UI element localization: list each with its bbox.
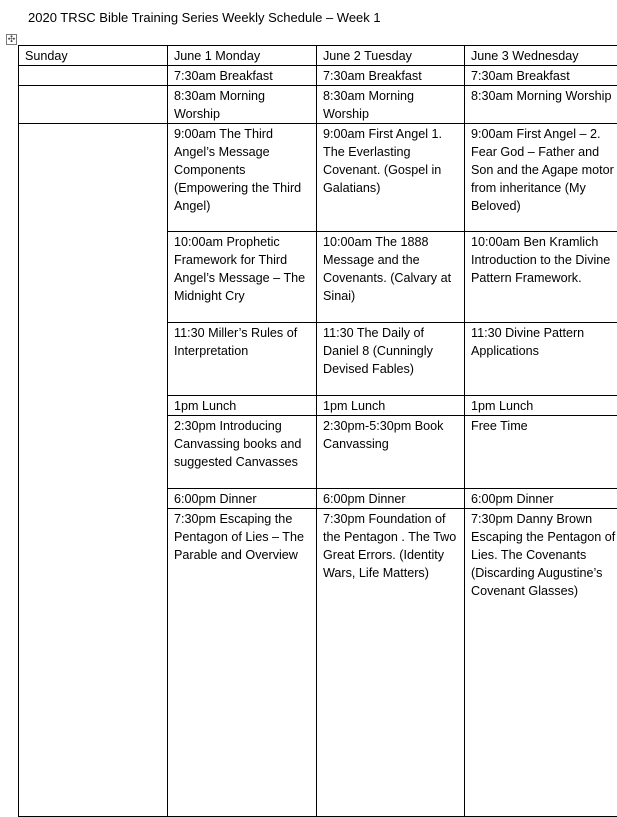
table-cell: 1pm Lunch: [168, 396, 317, 416]
table-cell: [19, 124, 168, 817]
table-cell: 1pm Lunch: [317, 396, 465, 416]
table-cell: 7:30pm Foundation of the Pentagon . The Two Great Errors. (Identity Wars, Life Matters): [317, 509, 465, 817]
table-cell: 9:00am First Angel – 2. Fear God – Father and Son and the Agape motor from inheritance (My Beloved): [465, 124, 617, 232]
table-cell: 7:30pm Escaping the Pentagon of Lies – The Parable and Overview: [168, 509, 317, 817]
table-cell: 7:30am Breakfast: [168, 66, 317, 86]
table-cell: 8:30am Morning Worship: [317, 86, 465, 124]
header-cell-sunday: Sunday: [19, 46, 168, 66]
table-cell: [19, 86, 168, 124]
table-cell: 8:30am Morning Worship: [168, 86, 317, 124]
table-row: [19, 124, 617, 232]
header-row: [19, 46, 617, 66]
table-cell: 11:30 The Daily of Daniel 8 (Cunningly Devised Fables): [317, 323, 465, 396]
table-cell: 11:30 Divine Pattern Applications: [465, 323, 617, 396]
table-cell: 7:30pm Danny Brown Escaping the Pentagon of Lies. The Covenants (Discarding Augustine’s Covenant Glasses): [465, 509, 617, 817]
page-title: 2020 TRSC Bible Training Series Weekly Schedule – Week 1: [28, 10, 381, 25]
table-cell: 10:00am Ben Kramlich Introduction to the Divine Pattern Framework.: [465, 232, 617, 323]
table-cell: 7:30am Breakfast: [465, 66, 617, 86]
table-cell: 11:30 Miller’s Rules of Interpretation: [168, 323, 317, 396]
table-cell: 9:00am First Angel 1. The Everlasting Covenant. (Gospel in Galatians): [317, 124, 465, 232]
header-cell-tuesday: June 2 Tuesday: [317, 46, 465, 66]
table-move-handle-icon[interactable]: ✣: [6, 34, 17, 45]
header-cell-wednesday: June 3 Wednesday: [465, 46, 617, 66]
table-cell: 10:00am The 1888 Message and the Covenants. (Calvary at Sinai): [317, 232, 465, 323]
table-cell: 10:00am Prophetic Framework for Third Angel’s Message – The Midnight Cry: [168, 232, 317, 323]
table-row: [19, 66, 617, 86]
table-cell: 7:30am Breakfast: [317, 66, 465, 86]
table-cell: 2:30pm Introducing Canvassing books and suggested Canvasses: [168, 416, 317, 489]
table-row: [19, 86, 617, 124]
table-cell: 8:30am Morning Worship: [465, 86, 617, 124]
table-cell: 6:00pm Dinner: [465, 489, 617, 509]
table-cell: 9:00am The Third Angel’s Message Components (Empowering the Third Angel): [168, 124, 317, 232]
table-cell: 6:00pm Dinner: [168, 489, 317, 509]
schedule-table: [18, 45, 617, 817]
table-cell: Free Time: [465, 416, 617, 489]
table-cell: 2:30pm-5:30pm Book Canvassing: [317, 416, 465, 489]
table-cell: [19, 66, 168, 86]
table-cell: 1pm Lunch: [465, 396, 617, 416]
table-cell: 6:00pm Dinner: [317, 489, 465, 509]
header-cell-monday: June 1 Monday: [168, 46, 317, 66]
